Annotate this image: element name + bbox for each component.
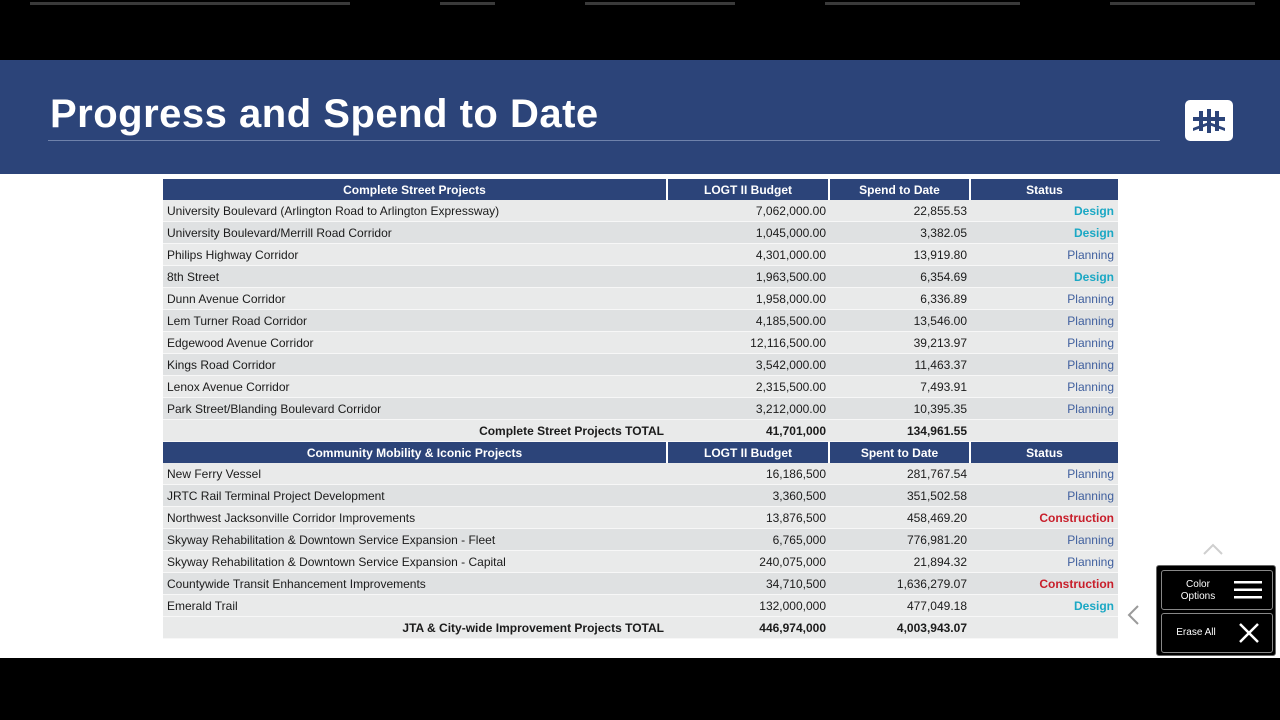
status-cell: Planning: [971, 354, 1118, 376]
spend-cell: 281,767.54: [830, 463, 971, 485]
table-row: [163, 244, 1118, 266]
projects-table: [163, 179, 1118, 639]
budget-cell: 4,301,000.00: [668, 244, 830, 266]
annotation-panel: [1156, 565, 1276, 656]
budget-cell: 3,360,500: [668, 485, 830, 507]
table-row: [163, 398, 1118, 420]
project-name-cell: Skyway Rehabilitation & Downtown Service Expansion - Capital: [163, 551, 668, 573]
header-spend: Spend to Date: [830, 179, 971, 200]
budget-cell: 6,765,000: [668, 529, 830, 551]
top-divider: [1110, 2, 1255, 5]
project-name-cell: Lem Turner Road Corridor: [163, 310, 668, 332]
status-cell: Planning: [971, 376, 1118, 398]
total-status: [971, 617, 1118, 639]
header-status: Status: [971, 442, 1118, 463]
total-status: [971, 420, 1118, 442]
status-cell: Planning: [971, 463, 1118, 485]
project-name-cell: University Boulevard (Arlington Road to Arlington Expressway): [163, 200, 668, 222]
project-name-cell: Skyway Rehabilitation & Downtown Service Expansion - Fleet: [163, 529, 668, 551]
header-spend: Spent to Date: [830, 442, 971, 463]
spend-cell: 776,981.20: [830, 529, 971, 551]
budget-cell: 1,045,000.00: [668, 222, 830, 244]
top-divider: [825, 2, 1020, 5]
table-row: [163, 551, 1118, 573]
spend-cell: 3,382.05: [830, 222, 971, 244]
erase-all-button[interactable]: [1161, 613, 1273, 653]
project-name-cell: Northwest Jacksonville Corridor Improvements: [163, 507, 668, 529]
budget-cell: 1,963,500.00: [668, 266, 830, 288]
spend-cell: 11,463.37: [830, 354, 971, 376]
table-row: [163, 507, 1118, 529]
budget-cell: 4,185,500.00: [668, 310, 830, 332]
total-label: JTA & City-wide Improvement Projects TOTAL: [163, 617, 668, 639]
project-name-cell: Kings Road Corridor: [163, 354, 668, 376]
status-cell: Planning: [971, 244, 1118, 266]
table-header-row: [163, 179, 1118, 200]
close-icon: [1238, 622, 1260, 644]
top-divider: [585, 2, 735, 5]
project-name-cell: Philips Highway Corridor: [163, 244, 668, 266]
status-cell: Planning: [971, 551, 1118, 573]
spend-cell: 10,395.35: [830, 398, 971, 420]
spend-cell: 7,493.91: [830, 376, 971, 398]
total-label: Complete Street Projects TOTAL: [163, 420, 668, 442]
budget-cell: 2,315,500.00: [668, 376, 830, 398]
spend-cell: 13,919.80: [830, 244, 971, 266]
table-row: [163, 288, 1118, 310]
top-divider: [30, 2, 350, 5]
spend-cell: 13,546.00: [830, 310, 971, 332]
spend-cell: 21,894.32: [830, 551, 971, 573]
complete-street-rows: [163, 200, 1118, 420]
project-name-cell: Dunn Avenue Corridor: [163, 288, 668, 310]
color-options-button[interactable]: [1161, 570, 1273, 610]
header-project: Complete Street Projects: [163, 179, 668, 200]
spend-cell: 351,502.58: [830, 485, 971, 507]
project-name-cell: Park Street/Blanding Boulevard Corridor: [163, 398, 668, 420]
chevron-up-icon[interactable]: [1202, 542, 1224, 561]
table-row: [163, 200, 1118, 222]
status-cell: Planning: [971, 310, 1118, 332]
budget-cell: 16,186,500: [668, 463, 830, 485]
table-row: [163, 485, 1118, 507]
table-row: [163, 595, 1118, 617]
title-underline: [48, 140, 1160, 141]
project-name-cell: Lenox Avenue Corridor: [163, 376, 668, 398]
complete-street-table: [163, 179, 1118, 442]
slide-header: [0, 60, 1280, 174]
total-budget: 41,701,000: [668, 420, 830, 442]
spend-cell: 458,469.20: [830, 507, 971, 529]
budget-cell: 3,212,000.00: [668, 398, 830, 420]
table-total-row: [163, 420, 1118, 442]
table-row: [163, 354, 1118, 376]
status-cell: Planning: [971, 529, 1118, 551]
video-top-bar: [0, 0, 1280, 60]
status-cell: Planning: [971, 288, 1118, 310]
table-row: [163, 376, 1118, 398]
community-mobility-rows: [163, 463, 1118, 617]
budget-cell: 34,710,500: [668, 573, 830, 595]
budget-cell: 13,876,500: [668, 507, 830, 529]
table-row: [163, 573, 1118, 595]
status-cell: Design: [971, 222, 1118, 244]
presentation-slide: [0, 60, 1280, 658]
status-cell: Planning: [971, 398, 1118, 420]
status-cell: Design: [971, 266, 1118, 288]
header-budget: LOGT II Budget: [668, 179, 830, 200]
status-cell: Construction: [971, 507, 1118, 529]
erase-all-label: Erase All: [1176, 627, 1216, 638]
community-mobility-table: [163, 442, 1118, 639]
project-name-cell: Edgewood Avenue Corridor: [163, 332, 668, 354]
budget-cell: 240,075,000: [668, 551, 830, 573]
status-cell: Design: [971, 595, 1118, 617]
status-cell: Planning: [971, 332, 1118, 354]
spend-cell: 22,855.53: [830, 200, 971, 222]
project-name-cell: Countywide Transit Enhancement Improvements: [163, 573, 668, 595]
budget-cell: 1,958,000.00: [668, 288, 830, 310]
chevron-left-icon[interactable]: [1126, 604, 1140, 631]
total-spend: 134,961.55: [830, 420, 971, 442]
budget-cell: 12,116,500.00: [668, 332, 830, 354]
table-row: [163, 310, 1118, 332]
menu-icon: [1234, 580, 1262, 600]
spend-cell: 39,213.97: [830, 332, 971, 354]
spend-cell: 6,336.89: [830, 288, 971, 310]
budget-cell: 7,062,000.00: [668, 200, 830, 222]
budget-cell: 132,000,000: [668, 595, 830, 617]
project-name-cell: 8th Street: [163, 266, 668, 288]
table-row: [163, 529, 1118, 551]
spend-cell: 1,636,279.07: [830, 573, 971, 595]
table-row: [163, 463, 1118, 485]
total-budget: 446,974,000: [668, 617, 830, 639]
table-header-row: [163, 442, 1118, 463]
project-name-cell: JRTC Rail Terminal Project Development: [163, 485, 668, 507]
header-budget: LOGT II Budget: [668, 442, 830, 463]
slide-title: Progress and Spend to Date: [50, 92, 599, 136]
budget-cell: 3,542,000.00: [668, 354, 830, 376]
header-status: Status: [971, 179, 1118, 200]
table-row: [163, 266, 1118, 288]
header-project: Community Mobility & Iconic Projects: [163, 442, 668, 463]
table-row: [163, 222, 1118, 244]
total-spend: 4,003,943.07: [830, 617, 971, 639]
status-cell: Planning: [971, 485, 1118, 507]
project-name-cell: New Ferry Vessel: [163, 463, 668, 485]
top-divider: [440, 2, 495, 5]
color-options-label: Color Options: [1180, 579, 1216, 602]
status-cell: Design: [971, 200, 1118, 222]
jta-logo-icon: [1185, 100, 1233, 141]
project-name-cell: Emerald Trail: [163, 595, 668, 617]
project-name-cell: University Boulevard/Merrill Road Corridor: [163, 222, 668, 244]
table-row: [163, 332, 1118, 354]
spend-cell: 477,049.18: [830, 595, 971, 617]
status-cell: Construction: [971, 573, 1118, 595]
spend-cell: 6,354.69: [830, 266, 971, 288]
jta-logo-icon: [1190, 106, 1228, 136]
table-total-row: [163, 617, 1118, 639]
